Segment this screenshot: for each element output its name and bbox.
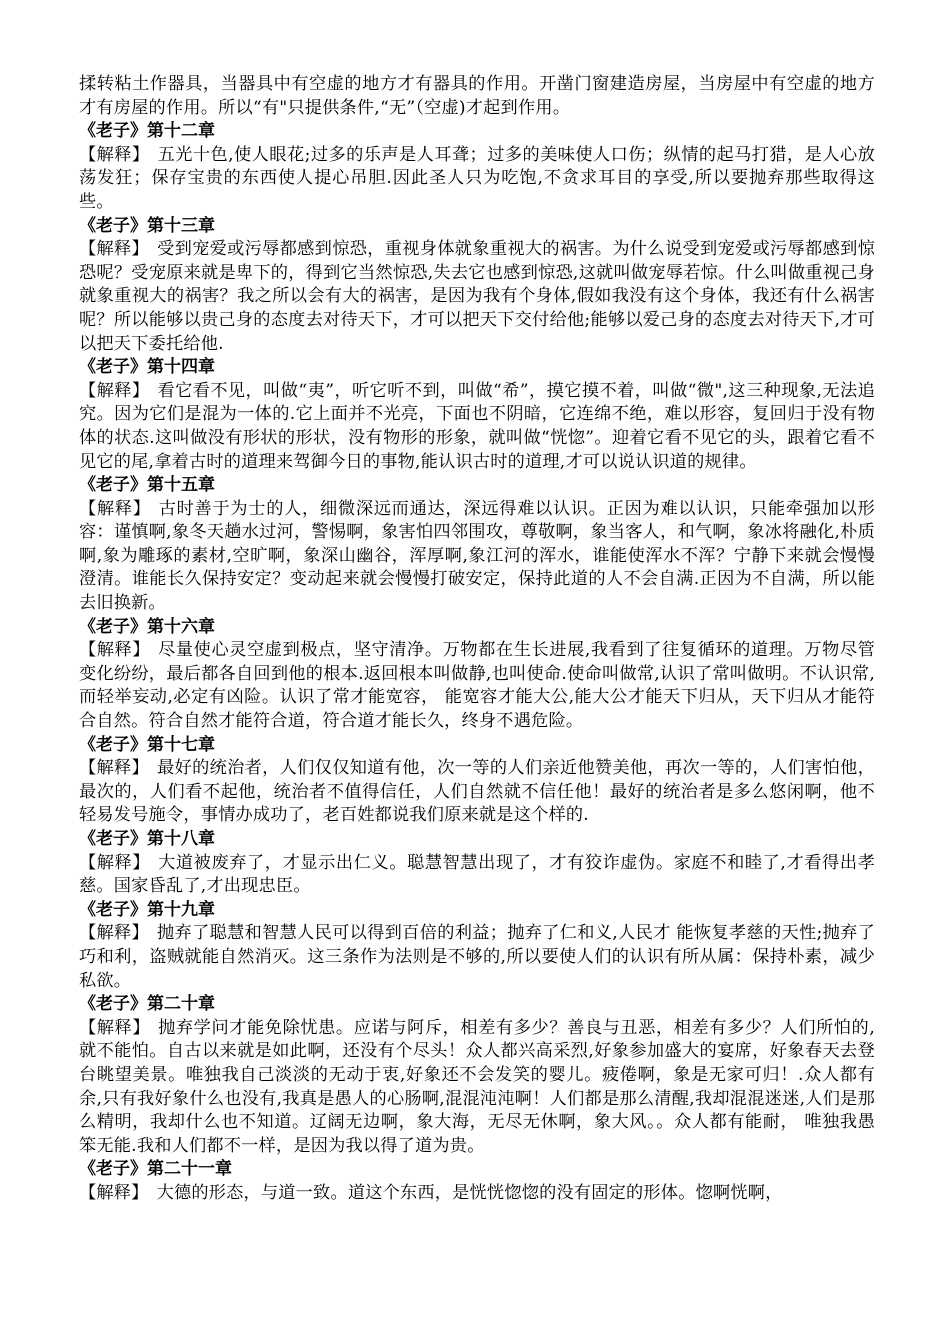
explanation-text: 五光十色,使人眼花;过多的乐声是人耳聋；过多的美味使人口伤；纵情的起马打猎，是人心放荡发狂；保存宝贵的东西使人提心吊胆.因此圣人只为吃饱,不贪求耳目的享受,所以要抛弃那些取得这些。 (79, 144, 875, 212)
explanation-text: 尽量使心灵空虚到极点，坚守清净。万物都在生长进展,我看到了往复循环的道理。万物尽管变化纷纷，最后都各自回到他的根本.返回根本叫做静,也叫使命.使命叫做常,认识了常叫做明。不认识常,而轻举妄动,必定有凶险。认识了常才能宽容， 能宽容才能大公,能大公才能天下归从，天下归从才能符合自然。符合自然才能符合道，符合道才能长久，终身不遇危险。 (79, 640, 875, 732)
chapter-title: 《老子》第十六章 (79, 616, 215, 637)
chapter-title: 《老子》第二十一章 (79, 1159, 232, 1180)
chapter-title: 《老子》第十四章 (79, 357, 215, 378)
explanation-text: 最好的统治者，人们仅仅知道有他，次一等的人们亲近他赞美他，再次一等的，人们害怕他，最次的，人们看不起他，统治者不值得信任，人们自然就不信任他！最好的统治者是多么悠闲啊，他不轻易发号施令，事情办成功了，老百姓都说我们原来就是这个样的. (79, 758, 875, 826)
chapter-title: 《老子》第十五章 (79, 475, 215, 496)
explanation-text: 受到宠爱或污辱都感到惊恐，重视身体就象重视大的祸害。为什么说受到宠爱或污辱都感到惊恐呢？受宠原来就是卑下的，得到它当然惊恐,失去它也感到惊恐,这就叫做宠辱若惊。什么叫做重视己身就象重视大的祸害？我之所以会有大的祸害，是因为我有个身体,假如我没有这个身体，我还有什么祸害呢？所以能够以贵己身的态度去对待天下，才可以把天下交付给他;能够以爱己身的态度去对待天下,才可以把天下委托给他. (79, 239, 875, 354)
explanation-label: 【解释】 (79, 758, 150, 779)
explanation-label: 【解释】 (79, 380, 150, 401)
explanation-text: 大德的形态，与道一致。道这个东西，是恍恍惚惚的没有固定的形体。惚啊恍啊， (156, 1182, 783, 1203)
chapter-explanation (79, 144, 875, 215)
chapter-explanation (79, 922, 875, 993)
chapter-title: 《老子》第十七章 (79, 734, 215, 755)
chapter-explanation (79, 1182, 875, 1206)
chapter-explanation (79, 639, 875, 733)
explanation-label: 【解释】 (79, 1017, 151, 1038)
chapter-explanation (79, 852, 875, 899)
intro-paragraph: 揉转粘土作器具，当器具中有空虚的地方才有器具的作用。开凿门窗建造房屋，当房屋中有空虚的地方才有房屋的作用。所以“有"只提供条件,“无”（空虚)才起到作用。 (79, 74, 875, 118)
chapter-explanation (79, 238, 875, 356)
chapter-title: 《老子》第十八章 (79, 829, 215, 849)
explanation-text: 抛弃了聪慧和智慧人民可以得到百倍的利益；抛弃了仁和义,人民才 能恢复孝慈的天性;抛弃了巧和利，盗贼就能自然消灭。这三条作为法则是不够的,所以要使人们的认识有所从属：保持朴素，减少私欲。 (79, 923, 875, 991)
explanation-text: 看它看不见，叫做“夷”，听它听不到，叫做“希”，摸它摸不着，叫做“微",这三种现象,无法追究。因为它们是混为一体的.它上面并不光亮，下面也不阴暗，它连绵不绝，难以形容，复回归于没有物体的状态.这叫做没有形状的形状，没有物形的形象，就叫做“恍惚”。迎着它看不见它的头，跟着它看不见它的尾,拿着古时的道理来驾御今日的事物,能认识古时的道理,才可以说认识道的规律。 (79, 380, 875, 472)
chapter-explanation (79, 757, 875, 828)
explanation-label: 【解释】 (79, 852, 151, 873)
chapter-title: 《老子》第十九章 (79, 899, 215, 920)
explanation-label: 【解释】 (79, 640, 151, 661)
explanation-label: 【解释】 (79, 144, 150, 165)
explanation-text: 古时善于为士的人，细微深远而通达，深远得难以认识。正因为难以认识，只能牵强加以形容：谨慎啊,象冬天趟水过河，警惕啊，象害怕四邻围攻，尊敬啊，象当客人，和气啊，象冰将融化,朴质啊,象为雕琢的素材,空旷啊，象深山幽谷，浑厚啊,象江河的浑水，谁能使浑水不浑？宁静下来就会慢慢澄清。谁能长久保持安定？变动起来就会慢慢打破安定，保持此道的人不会自满.正因为不自满，所以能去旧换新。 (79, 498, 875, 614)
chapter-explanation (79, 498, 875, 616)
chapter-title: 《老子》第十二章 (79, 121, 215, 142)
explanation-label: 【解释】 (79, 498, 151, 519)
explanation-label: 【解释】 (79, 923, 150, 944)
document-page (79, 73, 875, 1206)
chapter-list (79, 120, 875, 1205)
explanation-text: 大道被废弃了，才显示出仁义。聪慧智慧出现了，才有狡诈虚伪。家庭不和睦了,才看得出孝慈。国家昏乱了,才出现忠臣。 (79, 852, 875, 897)
chapter-explanation (79, 380, 875, 474)
explanation-text: 抛弃学问才能免除忧患。应诺与阿斥，相差有多少？善良与丑恶，相差有多少？人们所怕的,就不能怕。自古以来就是如此啊，还没有个尽头！众人都兴高采烈,好象参加盛大的宴席，好象春天去登台眺望美景。唯独我自己淡淡的无动于衷,好象还不会发笑的婴儿。疲倦啊，象是无家可归！.众人都有余,只有我好象什么也没有,我真是愚人的心肠啊,混混沌沌啊！人们都是那么清醒,我却混混迷迷,人们是那么精明，我却什么也不知道。辽阔无边啊，象大海，无尽无休啊，象大风。。众人都有能耐， 唯独我愚笨无能.我和人们都不一样，是因为我以得了道为贵。 (79, 1017, 875, 1156)
chapter-title: 《老子》第二十章 (79, 994, 215, 1015)
chapter-explanation (79, 1017, 875, 1159)
explanation-label: 【解释】 (79, 239, 150, 260)
explanation-label: 【解释】 (79, 1182, 149, 1203)
chapter-title: 《老子》第十三章 (79, 215, 215, 236)
